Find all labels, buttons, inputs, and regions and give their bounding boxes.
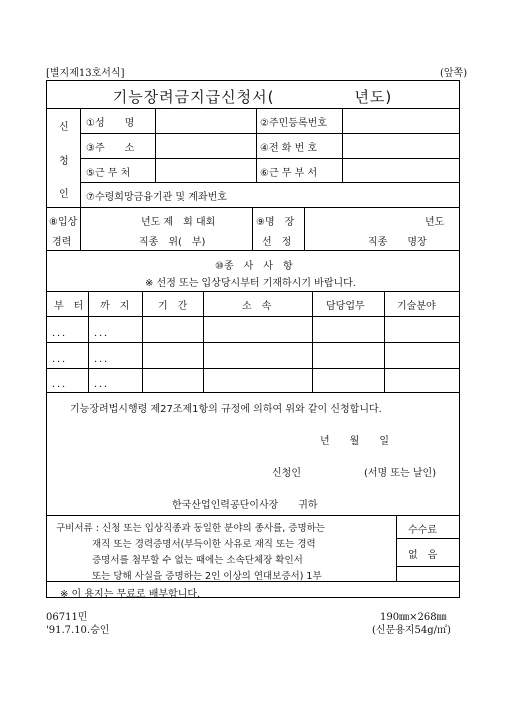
divider [203,291,204,392]
career-heading: ⑩종 사 사 항 [215,261,293,272]
divider [80,207,81,250]
docs-line: 구비서류 : 신청 또는 입상직종과 동일한 분야의 종사를, 증명하는 [56,523,325,534]
docs-line: 재직 또는 경력증명서(부득이한 사유로 재직 또는 경력 [92,539,316,550]
sign-note: (서명 또는 날인) [364,468,437,479]
docs-line: 또는 당해 사실을 증명하는 2인 이상의 연대보증서) 1부 [92,571,322,582]
divider [396,566,460,567]
address-label: ③주 소 [86,143,135,154]
date-dots: ．．． [94,354,114,365]
divider [46,368,460,369]
col-period: 기 간 [158,301,188,312]
divider [46,108,460,109]
entry-label: ⑧입상 [49,217,78,228]
footer-size: 190㎜×268㎜ [380,612,447,623]
name-label: ①성 명 [86,118,135,129]
fee-label: 수수료 [408,525,437,536]
divider [80,133,460,134]
col-field: 기술분야 [397,301,436,312]
rrn-label: ②주민등록번호 [260,118,327,129]
master-label: ⑨명 장 [256,217,295,228]
bank-account-label: ⑦수령희망금융기관 및 계좌번호 [86,192,227,203]
divider [46,291,460,292]
department-label: ⑥근 무 부 서 [260,168,318,179]
divider [384,291,385,392]
divider [256,108,257,182]
workplace-label: ⑤근 무 처 [86,168,131,179]
divider [155,108,156,182]
divider [46,515,460,516]
form-title: 기능장려금지급신청서( 년도) [112,88,393,106]
divider [142,291,143,392]
divider [342,108,343,182]
page-side: (앞쪽) [440,68,468,79]
divider [46,392,460,393]
divider [396,538,460,539]
date-dots: ．．． [52,379,72,390]
recipient: 한국산업인력공단이사장 귀하 [172,500,318,511]
applicant-label: 청 [59,156,69,167]
divider [304,207,305,250]
divider [80,108,81,207]
divider [88,291,89,392]
col-affiliation: 소 속 [242,301,272,312]
divider [80,182,460,183]
form-number: [별지제13호서식] [46,68,125,79]
date-dots: ．．． [52,328,72,339]
date-dots: ．．． [52,354,72,365]
master-line: 년도 [425,217,445,228]
entry-line: 년도 제 회 대회 [141,217,216,228]
applicant-label: 인 [59,189,69,200]
footer-code: 06711민 [46,612,88,623]
col-duty: 담당업무 [326,301,365,312]
divider [80,158,460,159]
date-line: 년 월 일 [320,436,389,447]
phone-label: ④전 화 번 호 [260,143,318,154]
divider [46,207,460,208]
entry-label: 경력 [52,237,72,248]
divider [252,207,253,250]
footer-paper: (신문용지54g/㎡) [372,625,451,636]
divider [396,515,397,581]
signer-label: 신청인 [272,468,301,479]
career-note: ※ 선정 또는 입상당시부터 기재하시기 바랍니다. [145,278,356,289]
free-notice: ※ 이 용지는 무료로 배부합니다. [60,589,201,600]
statement: 기능장려법시행령 제27조제1항의 규정에 의하여 위와 같이 신청합니다. [70,404,382,415]
fee-value: 없 음 [408,550,438,561]
applicant-label: 신 [59,122,69,133]
master-label: 선 정 [262,237,292,248]
master-line: 직종 명장 [368,237,427,248]
date-dots: ．．． [94,328,114,339]
docs-line: 증명서를 첨부할 수 없는 때에는 소속단체장 확인서 [92,555,303,566]
col-to: 까 지 [100,301,130,312]
col-from: 부 터 [54,301,84,312]
footer-approved: '91.7.10.승인 [46,625,110,636]
date-dots: ．．． [94,379,114,390]
divider [312,291,313,392]
divider [46,342,460,343]
divider [46,316,460,317]
entry-line: 직종 위( 부) [139,237,206,248]
divider [46,250,460,251]
